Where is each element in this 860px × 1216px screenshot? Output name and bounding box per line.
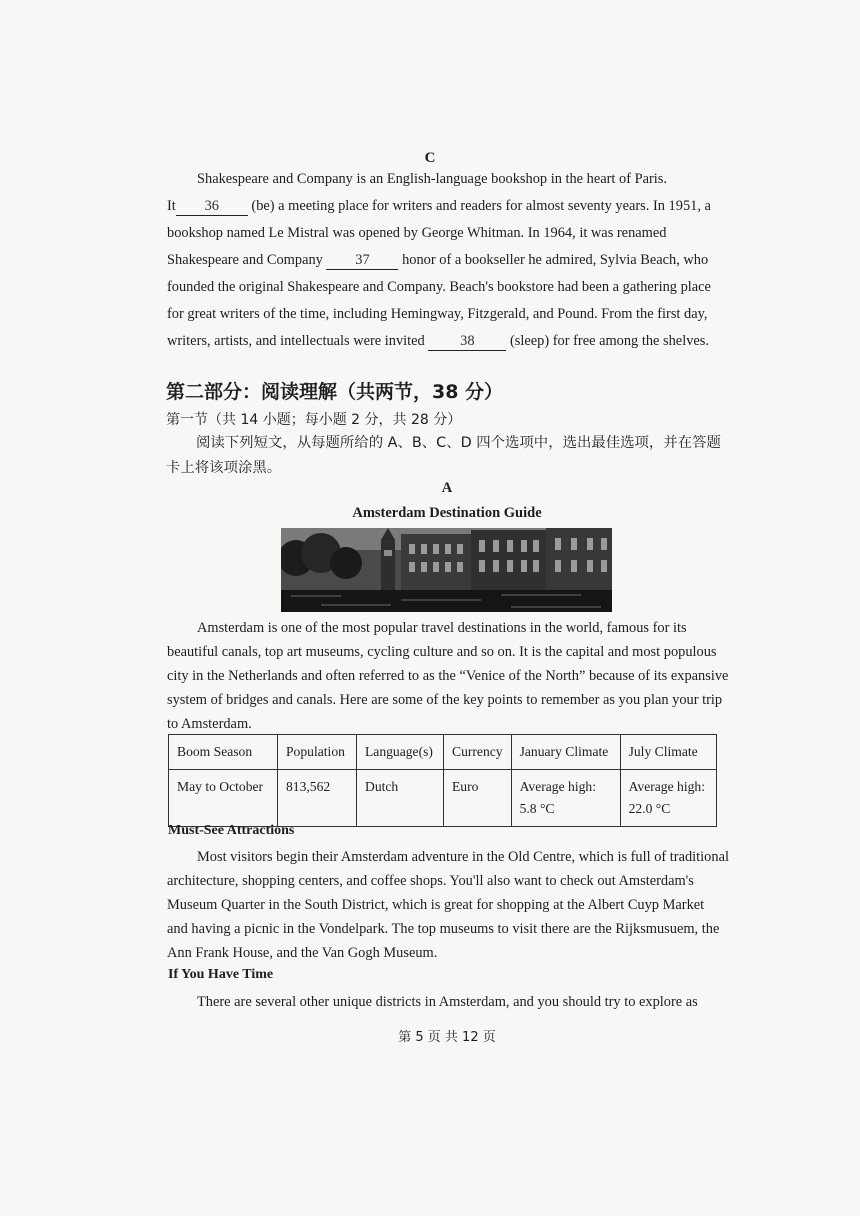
passage-a-title: Amsterdam Destination Guide [352, 505, 542, 521]
line [167, 247, 730, 274]
table-header: Population [278, 735, 357, 770]
line: Museum Quarter in the South District, which is great for shopping at the Albert Cuyp Market [167, 897, 705, 913]
line: Shakespeare and Company is an English-language bookshop in the heart of Paris. [197, 171, 667, 187]
line: system of bridges and canals. Here are some of the key points to remember as you plan your trip [167, 692, 723, 708]
table-row [169, 770, 717, 827]
line: architecture, shopping centers, and coffee shops. You'll also want to check out Amsterdam's [167, 873, 694, 889]
line: bookshop named Le Mistral was opened by George Whitman. In 1964, it was renamed [167, 225, 667, 241]
table-header: Boom Season [169, 735, 278, 770]
city-info-table [168, 734, 717, 827]
passage-a-letter: A [441, 480, 453, 496]
table-cell: Euro [444, 770, 512, 827]
section-c-letter: C [424, 150, 436, 166]
instructions [166, 431, 736, 481]
instruction-line: 阅读下列短文，从每题所给的 A、B、C、D 四个选项中，选出最佳选项，并在答题 [196, 435, 721, 451]
line: and having a picnic in the Vondelpark. The top museums to visit there are the Rijksmusuem, the [167, 921, 720, 937]
line: Most visitors begin their Amsterdam adventure in the Old Centre, which is full of traditional [197, 849, 729, 865]
table-header: January Climate [511, 735, 620, 770]
line: to Amsterdam. [167, 716, 252, 732]
line: There are several other unique districts in Amsterdam, and you should try to explore as [197, 994, 698, 1010]
must-see-text [167, 845, 730, 965]
line: city in the Netherlands and often referred to as the “Venice of the North” because of its expansive [167, 668, 729, 684]
table-cell: Average high: 22.0 °C [620, 770, 716, 827]
text: writers, artists, and intellectuals were invited [167, 333, 425, 349]
text: honor of a bookseller he admired, Sylvia Beach, who [402, 252, 709, 268]
amsterdam-canal-photo [281, 528, 612, 612]
text: It [167, 198, 176, 214]
line [167, 193, 730, 220]
blank-37[interactable]: 37 [326, 252, 398, 270]
table-header: Language(s) [357, 735, 444, 770]
table-header-row [169, 735, 717, 770]
must-see-heading: Must-See Attractions [168, 823, 295, 838]
table-cell: 813,562 [278, 770, 357, 827]
blank-38[interactable]: 38 [428, 333, 506, 351]
table-cell: Average high: 5.8 °C [511, 770, 620, 827]
instruction-line: 卡上将该项涂黑。 [166, 460, 282, 476]
line: Ann Frank House, and the Van Gogh Museum. [167, 945, 438, 961]
part2-title: 第二部分：阅读理解（共两节，38 分） [166, 381, 504, 403]
page-number: 第 5 页 共 12 页 [398, 1030, 496, 1045]
text: (sleep) for free among the shelves. [509, 333, 709, 349]
text: Shakespeare and Company [167, 252, 323, 268]
table-cell: May to October [169, 770, 278, 827]
line: Amsterdam is one of the most popular travel destinations in the world, famous for its [197, 620, 687, 636]
text: (be) a meeting place for writers and readers for almost seventy years. In 1951, a [251, 198, 711, 214]
passage-a-intro [167, 616, 730, 736]
line: founded the original Shakespeare and Company. Beach's bookstore had been a gathering place [167, 279, 711, 295]
table-header: July Climate [620, 735, 716, 770]
line [167, 328, 730, 355]
canal-photo-illustration [281, 528, 612, 612]
section1-subtitle: 第一节（共 14 小题；每小题 2 分，共 28 分） [166, 412, 462, 428]
table-cell: Dutch [357, 770, 444, 827]
if-time-text [167, 990, 730, 1014]
line: beautiful canals, top art museums, cycling culture and so on. It is the capital and most populous [167, 644, 717, 660]
blank-36[interactable]: 36 [176, 198, 248, 216]
table-header: Currency [444, 735, 512, 770]
if-time-heading: If You Have Time [168, 967, 274, 982]
line: for great writers of the time, including Hemingway, Fitzgerald, and Pound. From the first day, [167, 306, 708, 322]
section-c-passage [167, 166, 730, 355]
